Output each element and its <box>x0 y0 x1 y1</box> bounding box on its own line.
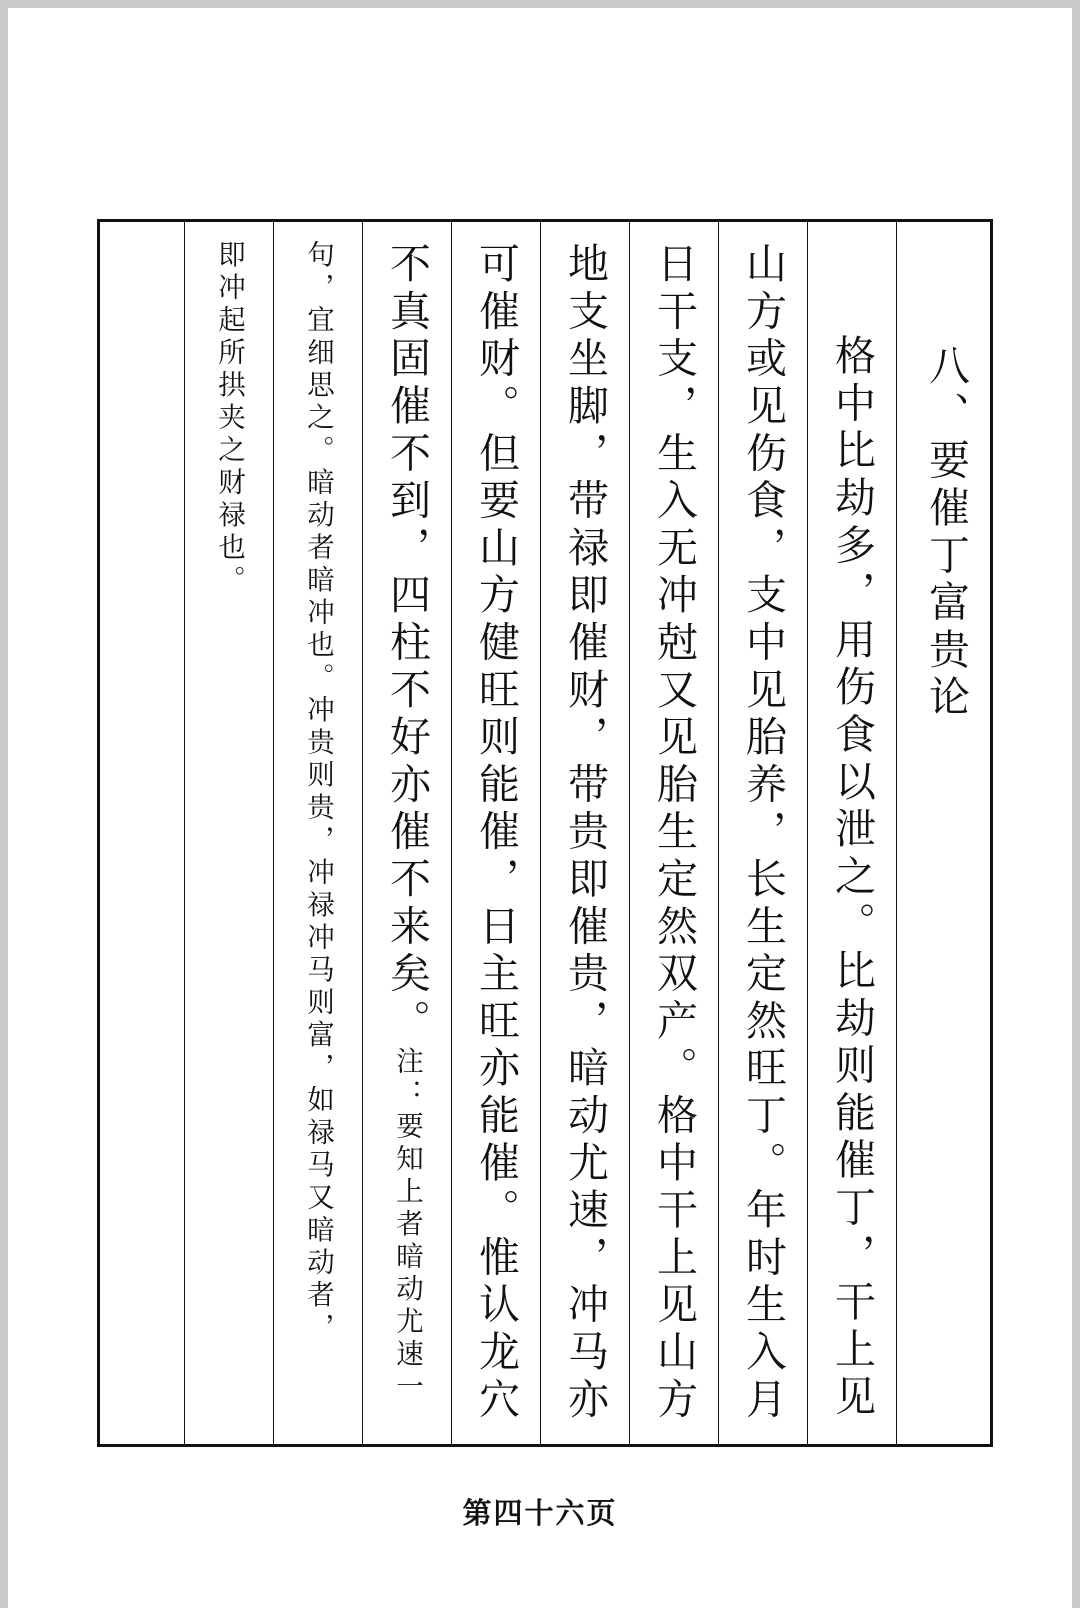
section-title: 八、要催丁富贵论 <box>922 344 970 723</box>
text-column-5: 可催财。但要山方健旺则能催，日主旺亦能催。惟认龙穴 <box>472 242 520 1425</box>
text-grid-frame <box>97 219 993 1447</box>
text-column-2: 山方或见伤食，支中见胎养，长生定然旺丁。年时生入月 <box>739 242 787 1425</box>
annotation-start: 注：要知上者暗动尤速一 <box>391 1046 423 1404</box>
text-column-1: 格中比劫多，用伤食以泄之。比劫则能催丁，干上见 <box>828 334 876 1422</box>
text-column-3: 日干支，生入无冲尅又见胎生定然双产。格中干上见山方 <box>650 242 698 1425</box>
text-column-4: 地支坐脚，带禄即催财，带贵即催贵，暗动尤速，冲马亦 <box>561 242 609 1425</box>
document-page <box>8 8 1072 1608</box>
text-column-6-main: 不真固催不到，四柱不好亦催不来矣。 <box>383 242 431 1047</box>
page-number: 第四十六页 <box>462 1496 618 1530</box>
annotation-column-1: 句，宜细思之。暗动者暗冲也。冲贵则贵，冲禄冲马则富，如禄马又暗动者， <box>302 240 334 1345</box>
annotation-column-2: 即冲起所拱夹之财禄也。 <box>213 240 245 598</box>
text-column-6 <box>363 222 451 1444</box>
